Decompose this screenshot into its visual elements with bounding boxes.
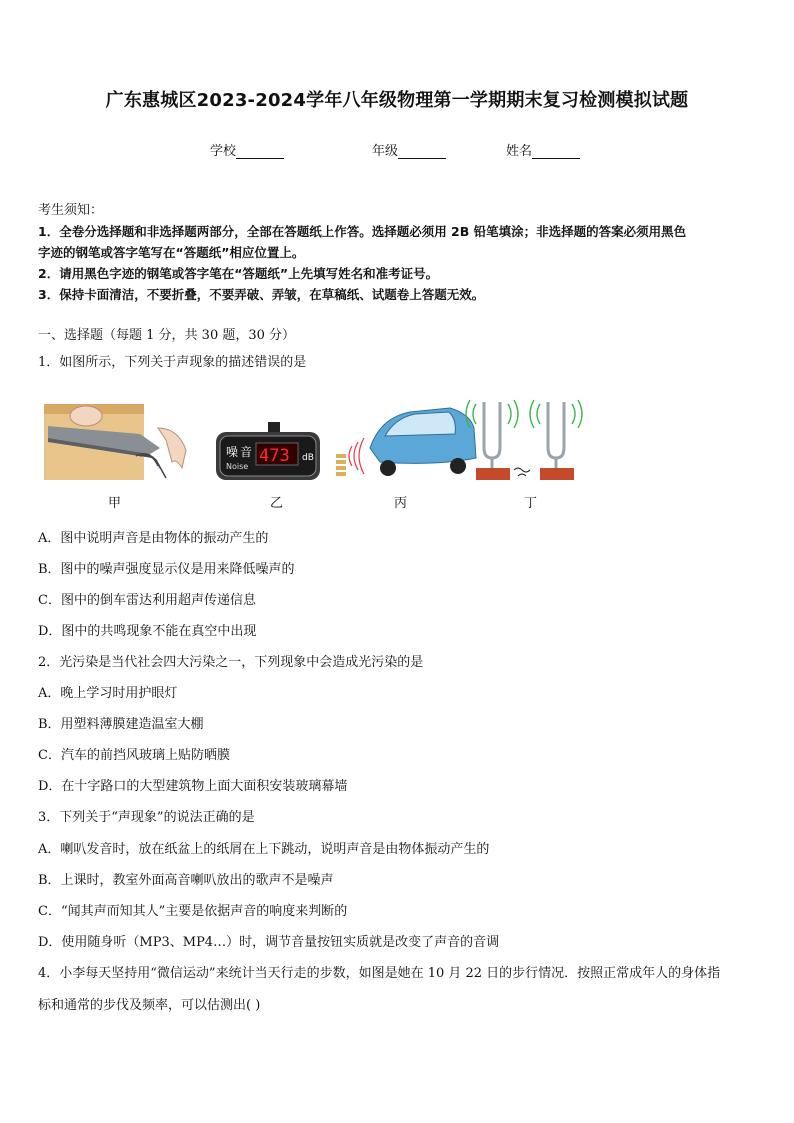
q1-option-c: C．图中的倒车雷达利用超声传递信息	[38, 593, 256, 608]
car-radar-image	[336, 408, 476, 476]
q2-option-b: B．用塑料薄膜建造温室大棚	[38, 717, 204, 732]
notice-heading: 考生须知：	[38, 203, 104, 218]
tuning-forks-image	[466, 400, 582, 480]
meter-char-2: 音	[240, 445, 253, 459]
q2-option-c: C．汽车的前挡风玻璃上贴防晒膜	[38, 748, 230, 763]
q1-option-b: B．图中的噪声强度显示仪是用来降低噪声的	[38, 562, 295, 577]
name-field	[506, 140, 580, 159]
meter-value: 473	[259, 446, 290, 466]
q3-option-a: A．喇叭发音时，放在纸盆上的纸屑在上下跳动，说明声音是由物体振动产生的	[38, 842, 490, 857]
caption-jia: 甲	[108, 496, 122, 511]
q2-option-d: D．在十字路口的大型建筑物上面大面积安装玻璃幕墙	[38, 779, 348, 794]
q1-stem: 1．如图所示，下列关于声现象的描述错误的是	[38, 355, 307, 370]
caption-bing: 丙	[394, 496, 408, 511]
notice-item-1a: 1．全卷分选择题和非选择题两部分，全部在答题纸上作答。选择题必须用 2B 铅笔填涂；非选择题的答案必须用黑色	[38, 224, 687, 239]
q3-stem: 3．下列关于“声现象”的说法正确的是	[38, 810, 255, 825]
q4-stem-cont: 标和通常的步伐及频率，可以估测出( )	[38, 998, 261, 1013]
meter-sub: Noise	[226, 462, 249, 471]
name-label: 姓名	[506, 144, 533, 159]
q1-option-a: A．图中说明声音是由物体的振动产生的	[38, 531, 269, 546]
grade-field	[372, 140, 446, 159]
q3-option-d: D．使用随身听（MP3、MP4…）时，调节音量按钮实质就是改变了声音的音调	[38, 935, 500, 950]
notice-item-1b: 字迹的钢笔或答字笔写在“答题纸”相应位置上。	[38, 245, 305, 260]
q1-figure	[40, 396, 600, 514]
grade-label: 年级	[372, 144, 399, 159]
caption-ding: 丁	[524, 496, 538, 511]
notice-item-3: 3．保持卡面清洁，不要折叠，不要弄破、弄皱，在草稿纸、试题卷上答题无效。	[38, 287, 485, 302]
noise-meter-image	[216, 422, 320, 480]
meter-unit: dB	[302, 453, 314, 463]
q2-option-a: A．晚上学习时用护眼灯	[38, 686, 178, 701]
q3-option-c: C．“闻其声而知其人”主要是依据声音的响度来判断的	[38, 904, 348, 919]
school-field	[210, 140, 284, 159]
page-title: 广东惠城区2023-2024学年八年级物理第一学期期末复习检测模拟试题	[105, 90, 689, 111]
q1-option-d: D．图中的共鸣现象不能在真空中出现	[38, 624, 257, 639]
school-label: 学校	[210, 144, 237, 159]
q4-stem: 4．小李每天坚持用“微信运动”来统计当天行走的步数，如图是她在 10 月 22 日的步行情况．按照正常成年人的身体指	[38, 966, 721, 981]
meter-char-1: 噪	[226, 445, 239, 459]
section-heading: 一、选择题（每题 1 分，共 30 题，30 分）	[38, 328, 296, 343]
grade-blank	[398, 145, 446, 159]
q2-stem: 2．光污染是当代社会四大污染之一，下列现象中会造成光污染的是	[38, 655, 424, 670]
q3-option-b: B．上课时，教室外面高音喇叭放出的歌声不是噪声	[38, 873, 334, 888]
name-blank	[532, 145, 580, 159]
caption-yi: 乙	[270, 496, 284, 511]
notice-item-2: 2．请用黑色字迹的钢笔或答字笔在“答题纸”上先填写姓名和准考证号。	[38, 266, 439, 281]
ruler-table-image	[44, 404, 186, 480]
school-blank	[236, 145, 284, 159]
